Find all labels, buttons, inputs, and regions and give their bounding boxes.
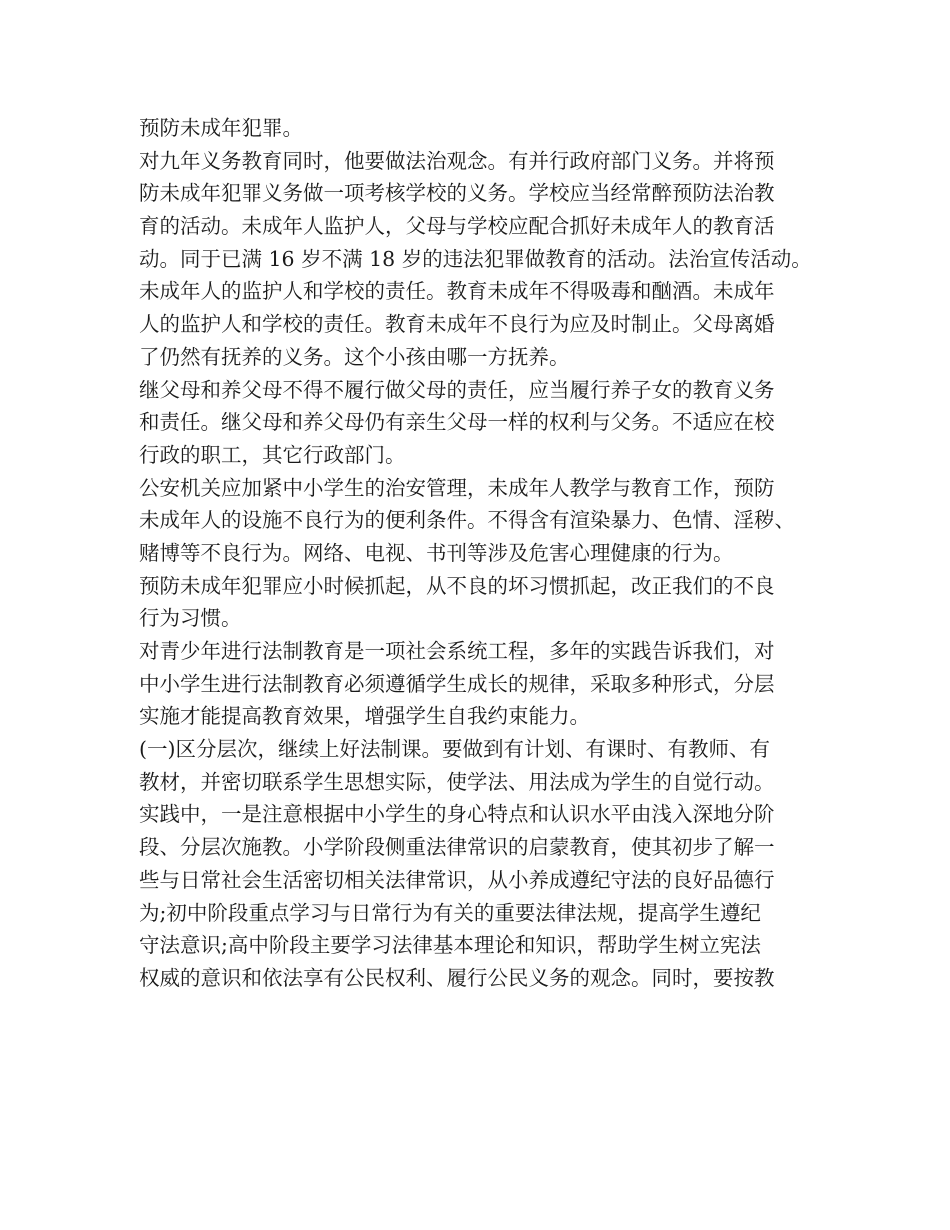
- text-line: (一)区分层次，继续上好法制课。要做到有计划、有课时、有教师、有: [139, 737, 770, 762]
- text-line: 赌博等不良行为。网络、电视、书刊等涉及危害心理健康的行为。: [139, 540, 734, 565]
- text-line: 人的监护人和学校的责任。教育未成年不良行为应及时制止。父母离婚: [139, 312, 775, 337]
- text-line: 实施才能提高教育效果，增强学生自我约束能力。: [139, 704, 590, 729]
- text-line: 行政的职工，其它行政部门。: [139, 442, 406, 467]
- text-line: 对九年义务教育同时，他要做法治观念。有并行政府部门义务。并将预: [139, 148, 775, 173]
- text-line: 段、分层次施教。小学阶段侧重法律常识的启蒙教育，使其初步了解一: [139, 835, 775, 860]
- text-line: 和责任。继父母和养父母仍有亲生父母一样的权利与父务。不适应在校: [139, 410, 775, 435]
- document-body: [139, 112, 829, 995]
- text-line: 守法意识;高中阶段主要学习法律基本理论和知识，帮助学生树立宪法: [139, 933, 761, 958]
- text-line: 预防未成年犯罪。: [139, 116, 303, 140]
- text-line: 公安机关应加紧中小学生的治安管理，未成年人教学与教育工作，预防: [139, 475, 775, 500]
- text-line: 教材，并密切联系学生思想实际，使学法、用法成为学生的自觉行动。: [139, 769, 775, 794]
- text-line: 实践中，一是注意根据中小学生的身心特点和认识水平由浅入深地分阶: [139, 802, 775, 827]
- text-line: 了仍然有抚养的义务。这个小孩由哪一方抚养。: [139, 344, 570, 369]
- text-line: 育的活动。未成年人监护人，父母与学校应配合抓好未成年人的教育活: [139, 214, 775, 239]
- text-line: 些与日常社会生活密切相关法律常识，从小养成遵纪守法的良好品德行: [139, 867, 775, 892]
- text-line: 未成年人的监护人和学校的责任。教育未成年不得吸毒和酗酒。未成年: [139, 279, 775, 304]
- text-line: 行为习惯。: [139, 606, 242, 631]
- text-line: 为;初中阶段重点学习与日常行为有关的重要法律法规，提高学生遵纪: [139, 900, 761, 925]
- text-line: 防未成年犯罪义务做一项考核学校的义务。学校应当经常醉预防法治教: [139, 181, 775, 206]
- text-line: 未成年人的设施不良行为的便利条件。不得含有渲染暴力、色情、淫秽、: [139, 508, 795, 533]
- text-line: 动。同于已满 16 岁不满 18 岁的违法犯罪做教育的活动。法治宣传活动。: [139, 246, 812, 271]
- text-line: 继父母和养父母不得不履行做父母的责任，应当履行养子女的教育义务: [139, 377, 775, 402]
- text-line: 权威的意识和依法享有公民权利、履行公民义务的观念。同时，要按教: [139, 965, 775, 990]
- text-line: 对青少年进行法制教育是一项社会系统工程，多年的实践告诉我们，对: [139, 639, 775, 663]
- text-line: 预防未成年犯罪应小时候抓起，从不良的坏习惯抓起，改正我们的不良: [139, 573, 775, 598]
- text-line: 中小学生进行法制教育必须遵循学生成长的规律，采取多种形式，分层: [139, 671, 775, 696]
